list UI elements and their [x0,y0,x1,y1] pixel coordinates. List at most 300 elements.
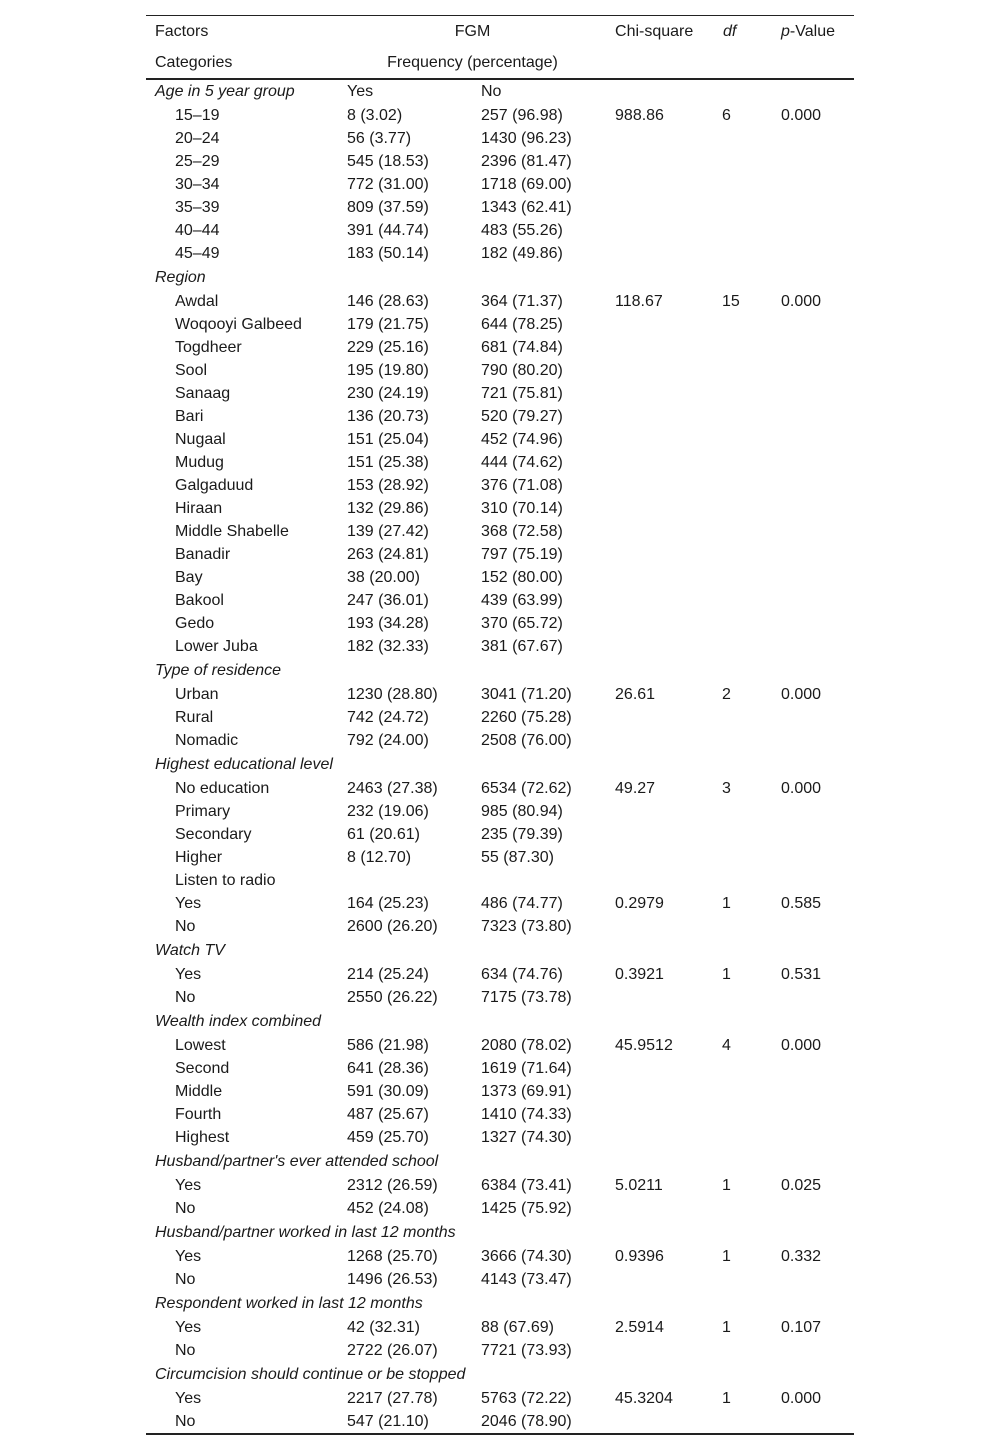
chi-square-cell [607,986,711,1009]
chi-square-cell [607,1126,711,1149]
df-cell [711,1103,773,1126]
fgm-no-cell: 2260 (75.28) [481,709,572,726]
df-cell [711,336,773,359]
chi-square-cell: 5.0211 [615,1177,663,1194]
table-row [146,150,854,173]
group-header-row [146,658,854,683]
table-row [146,846,854,869]
chi-square-cell [607,382,711,405]
group-no-label [472,1149,607,1174]
chi-square-cell [607,1339,711,1362]
table-row [146,683,854,706]
chi-square-cell: 118.67 [615,293,663,310]
df-cell [711,520,773,543]
table-row [146,290,854,313]
group-yes-label [338,658,472,683]
df-cell [711,846,773,869]
category-cell: No [175,1342,196,1359]
group-header-row [146,79,854,104]
group-header-row [146,938,854,963]
fgm-yes-cell: 391 (44.74) [347,222,429,239]
category-cell: 30–34 [175,176,220,193]
empty-cell [773,938,854,963]
df-cell [711,635,773,658]
fgm-no-cell: 483 (55.26) [481,222,563,239]
p-value-cell [773,915,854,938]
chi-square-cell [607,1103,711,1126]
chi-square-cell [607,869,711,892]
p-value-cell [773,566,854,589]
chi-square-cell [607,428,711,451]
p-value-cell [773,986,854,1009]
p-value-cell: 0.531 [781,966,822,983]
fgm-yes-cell: 214 (25.24) [347,966,429,983]
category-cell: 25–29 [175,153,220,170]
p-value-cell [773,1126,854,1149]
empty-cell [607,79,711,104]
fgm-no-cell: 235 (79.39) [481,826,563,843]
fgm-no-cell: 5763 (72.22) [481,1390,572,1407]
category-cell: Gedo [175,615,215,632]
p-value-cell: 0.000 [781,780,822,797]
fgm-no-cell: 368 (72.58) [481,523,563,540]
p-value-cell [773,612,854,635]
table-row [146,612,854,635]
category-cell: Sanaag [175,385,231,402]
p-value-cell [773,336,854,359]
fgm-factors-table [146,15,854,1435]
group-no-label [472,1009,607,1034]
fgm-no-cell: 257 (96.98) [481,107,563,124]
p-value-cell [773,497,854,520]
group-no-label [472,265,607,290]
header-p-rest: -Value [789,23,835,40]
group-header-row [146,1009,854,1034]
header-fgm: FGM [454,23,491,40]
fgm-yes-cell: 61 (20.61) [347,826,420,843]
header-df: df [723,23,737,40]
table-row [146,1080,854,1103]
group-header-row [146,265,854,290]
category-cell: Secondary [175,826,252,843]
chi-square-cell: 26.61 [615,686,656,703]
fgm-no-cell: 2396 (81.47) [481,153,572,170]
p-value-cell: 0.585 [781,895,822,912]
empty-cell [607,658,711,683]
category-cell: Hiraan [175,500,223,517]
category-cell: Yes [175,966,202,983]
df-cell [711,127,773,150]
category-cell: Nomadic [175,732,239,749]
table-row [146,1410,854,1434]
chi-square-cell [607,336,711,359]
fgm-yes-cell: 1268 (25.70) [347,1248,438,1265]
fgm-no-cell: 7323 (73.80) [481,918,572,935]
chi-square-cell [607,1410,711,1434]
chi-square-cell [607,127,711,150]
df-cell: 1 [722,1248,731,1265]
fgm-yes-cell: 38 (20.00) [347,569,420,586]
chi-square-cell [607,543,711,566]
category-cell: Urban [175,686,219,703]
table-row [146,869,854,892]
category-cell: Bari [175,408,204,425]
chi-square-cell: 988.86 [615,107,664,124]
category-cell: Yes [175,1390,202,1407]
df-cell: 4 [722,1037,731,1054]
group-yes-label: Yes [347,83,374,100]
table-header [146,16,854,80]
table-row [146,313,854,336]
header-p-italic: p [781,23,790,40]
category-cell: Yes [175,1248,202,1265]
table-row [146,1316,854,1339]
fgm-no-cell: 370 (65.72) [481,615,563,632]
group-no-label [472,1362,607,1387]
fgm-yes-cell: 179 (21.75) [347,316,429,333]
table-row [146,1197,854,1220]
df-cell: 15 [722,293,740,310]
fgm-yes-cell: 545 (18.53) [347,153,429,170]
category-cell: Yes [175,1177,202,1194]
fgm-yes-cell: 2550 (26.22) [347,989,438,1006]
fgm-yes-cell: 263 (24.81) [347,546,429,563]
group-title: Age in 5 year group [155,83,295,100]
chi-square-cell [607,1080,711,1103]
df-cell [711,1080,773,1103]
df-cell [711,359,773,382]
fgm-yes-cell: 230 (24.19) [347,385,429,402]
table-row [146,823,854,846]
empty-cell [711,1362,773,1387]
chi-square-cell [607,706,711,729]
table-row [146,543,854,566]
fgm-yes-cell: 193 (34.28) [347,615,429,632]
fgm-yes-cell: 809 (37.59) [347,199,429,216]
group-yes-label [338,938,472,963]
fgm-yes-cell: 2312 (26.59) [347,1177,438,1194]
df-cell [711,823,773,846]
fgm-yes-cell: 2217 (27.78) [347,1390,438,1407]
group-header-row [146,1291,854,1316]
df-cell [711,915,773,938]
chi-square-cell [607,1268,711,1291]
p-value-cell: 0.332 [781,1248,822,1265]
empty-cell [711,1291,773,1316]
empty-cell [773,1220,854,1245]
chi-square-cell [607,150,711,173]
group-header-row [146,1362,854,1387]
group-header-row [146,1220,854,1245]
chi-square-cell: 0.9396 [615,1248,664,1265]
df-cell [711,150,773,173]
fgm-yes-cell: 139 (27.42) [347,523,429,540]
table-row [146,589,854,612]
p-value-cell [773,846,854,869]
category-cell: Togdheer [175,339,242,356]
chi-square-cell [607,729,711,752]
chi-square-cell [607,196,711,219]
p-value-cell [773,1057,854,1080]
category-cell: 45–49 [175,245,220,262]
chi-square-cell [607,497,711,520]
fgm-no-cell: 6384 (73.41) [481,1177,572,1194]
chi-square-cell [607,520,711,543]
empty-cell [773,1362,854,1387]
group-title: Husband/partner worked in last 12 months [155,1224,456,1241]
fgm-no-cell: 376 (71.08) [481,477,563,494]
chi-square-cell: 0.2979 [615,895,664,912]
fgm-no-cell: 3666 (74.30) [481,1248,572,1265]
group-no-label [472,1291,607,1316]
fgm-yes-cell [338,869,472,892]
fgm-no-cell: 88 (67.69) [481,1319,554,1336]
category-cell: Second [175,1060,230,1077]
fgm-no-cell: 1327 (74.30) [481,1129,572,1146]
df-cell [711,706,773,729]
header-factors: Factors [155,23,209,40]
empty-cell [607,265,711,290]
table-row [146,1034,854,1057]
fgm-no-cell: 55 (87.30) [481,849,554,866]
df-cell [711,800,773,823]
fgm-yes-cell: 136 (20.73) [347,408,429,425]
table-row [146,196,854,219]
category-cell: Fourth [175,1106,222,1123]
chi-square-cell [607,612,711,635]
chi-square-cell: 49.27 [615,780,656,797]
chi-square-cell [607,405,711,428]
p-value-cell [773,313,854,336]
fgm-no-cell: 439 (63.99) [481,592,563,609]
df-cell: 1 [722,1390,731,1407]
group-header-row [146,1149,854,1174]
fgm-no-cell: 3041 (71.20) [481,686,572,703]
fgm-no-cell: 790 (80.20) [481,362,563,379]
fgm-no-cell: 681 (74.84) [481,339,563,356]
table-row [146,219,854,242]
p-value-cell [773,382,854,405]
group-title: Circumcision should continue or be stopped [155,1366,466,1383]
fgm-no-cell: 182 (49.86) [481,245,563,262]
group-header-row [146,752,854,777]
fgm-no-cell: 444 (74.62) [481,454,563,471]
table-row [146,566,854,589]
fgm-yes-cell: 132 (29.86) [347,500,429,517]
empty-cell [711,1220,773,1245]
table-row [146,1174,854,1197]
group-title: Wealth index combined [155,1013,322,1030]
df-cell [711,242,773,265]
empty-cell [607,1362,711,1387]
table-row [146,497,854,520]
chi-square-cell [607,635,711,658]
fgm-yes-cell: 452 (24.08) [347,1200,429,1217]
df-cell [711,869,773,892]
table-row [146,1103,854,1126]
group-yes-label [338,752,472,777]
category-cell: Rural [175,709,214,726]
header-chi-square: Chi-square [615,23,694,40]
table-row [146,1268,854,1291]
category-cell: Yes [175,1319,202,1336]
p-value-cell [773,1339,854,1362]
category-cell: No [175,1200,196,1217]
fgm-no-cell: 985 (80.94) [481,803,563,820]
fgm-no-cell: 644 (78.25) [481,316,563,333]
fgm-yes-cell: 459 (25.70) [347,1129,429,1146]
df-cell [711,612,773,635]
group-yes-label [338,1009,472,1034]
fgm-yes-cell: 487 (25.67) [347,1106,429,1123]
fgm-no-cell: 520 (79.27) [481,408,563,425]
p-value-cell [773,520,854,543]
p-value-cell [773,1268,854,1291]
fgm-yes-cell: 8 (3.02) [347,107,403,124]
fgm-yes-cell: 1496 (26.53) [347,1271,438,1288]
empty-cell [773,1291,854,1316]
table-row [146,1126,854,1149]
fgm-no-cell: 4143 (73.47) [481,1271,572,1288]
p-value-cell [773,1080,854,1103]
category-cell: No [175,1271,196,1288]
group-yes-label [338,265,472,290]
group-no-label [472,658,607,683]
fgm-yes-cell: 56 (3.77) [347,130,412,147]
table-row [146,359,854,382]
chi-square-cell [607,1197,711,1220]
df-cell [711,986,773,1009]
table-row [146,428,854,451]
category-cell: 40–44 [175,222,220,239]
p-value-cell [773,635,854,658]
fgm-no-cell: 7721 (73.93) [481,1342,572,1359]
fgm-no-cell: 1718 (69.00) [481,176,572,193]
p-value-cell [773,173,854,196]
category-cell: Nugaal [175,431,226,448]
empty-cell [773,79,854,104]
group-no-label: No [481,83,502,100]
p-value-cell: 0.025 [781,1177,822,1194]
group-title: Respondent worked in last 12 months [155,1295,423,1312]
category-cell: Highest [175,1129,230,1146]
chi-square-cell [607,846,711,869]
fgm-no-cell: 2080 (78.02) [481,1037,572,1054]
fgm-no-cell: 364 (71.37) [481,293,563,310]
df-cell [711,1057,773,1080]
fgm-yes-cell: 42 (32.31) [347,1319,420,1336]
header-frequency: Frequency (percentage) [387,54,558,71]
table-row [146,451,854,474]
fgm-no-cell: 2046 (78.90) [481,1413,572,1430]
chi-square-cell [607,451,711,474]
chi-square-cell: 0.3921 [615,966,664,983]
table-row [146,405,854,428]
df-cell [711,543,773,566]
p-value-cell [773,405,854,428]
group-title: Type of residence [155,662,281,679]
fgm-no-cell: 1410 (74.33) [481,1106,572,1123]
df-cell: 1 [722,966,731,983]
table-row [146,986,854,1009]
category-cell: Yes [175,895,202,912]
p-value-cell [773,800,854,823]
p-value-cell [773,242,854,265]
df-cell: 3 [722,780,731,797]
empty-cell [607,1291,711,1316]
df-cell [711,173,773,196]
fgm-no-cell: 381 (67.67) [481,638,563,655]
p-value-cell [773,127,854,150]
empty-cell [773,1149,854,1174]
p-value-cell [773,869,854,892]
table-row [146,892,854,915]
fgm-no-cell: 310 (70.14) [481,500,563,517]
chi-square-cell [607,242,711,265]
header-categories: Categories [155,54,233,71]
category-cell: Mudug [175,454,224,471]
empty-cell [711,79,773,104]
fgm-yes-cell: 792 (24.00) [347,732,429,749]
category-cell: No [175,1413,196,1430]
empty-cell [773,1009,854,1034]
category-cell: Awdal [175,293,219,310]
df-cell: 1 [722,1319,731,1336]
df-cell [711,313,773,336]
header-row-1 [146,16,854,49]
fgm-yes-cell: 164 (25.23) [347,895,429,912]
fgm-yes-cell: 195 (19.80) [347,362,429,379]
chi-square-cell [607,313,711,336]
p-value-cell [773,823,854,846]
fgm-yes-cell: 2463 (27.38) [347,780,438,797]
empty-cell [711,752,773,777]
fgm-yes-cell: 586 (21.98) [347,1037,429,1054]
chi-square-cell: 45.9512 [615,1037,673,1054]
empty-cell [711,1149,773,1174]
df-cell [711,382,773,405]
table-row [146,173,854,196]
table-row [146,104,854,127]
chi-square-cell [607,1057,711,1080]
group-no-label [472,752,607,777]
empty-cell [773,658,854,683]
p-value-cell: 0.000 [781,1037,822,1054]
category-cell: Lower Juba [175,638,258,655]
table-row [146,520,854,543]
category-cell: No education [175,780,270,797]
fgm-yes-cell: 153 (28.92) [347,477,429,494]
category-cell: Sool [175,362,208,379]
category-cell: No [175,918,196,935]
df-cell [711,589,773,612]
category-cell: Listen to radio [175,872,276,889]
empty-cell [711,265,773,290]
group-title: Highest educational level [155,756,333,773]
df-cell [711,566,773,589]
chi-square-cell [607,589,711,612]
df-cell [711,1197,773,1220]
df-cell: 1 [722,895,731,912]
chi-square-cell: 2.5914 [615,1319,664,1336]
fgm-yes-cell: 151 (25.04) [347,431,429,448]
fgm-no-cell: 486 (74.77) [481,895,563,912]
df-cell [711,1410,773,1434]
fgm-yes-cell: 247 (36.01) [347,592,429,609]
p-value-cell [773,196,854,219]
df-cell [711,219,773,242]
category-cell: No [175,989,196,1006]
